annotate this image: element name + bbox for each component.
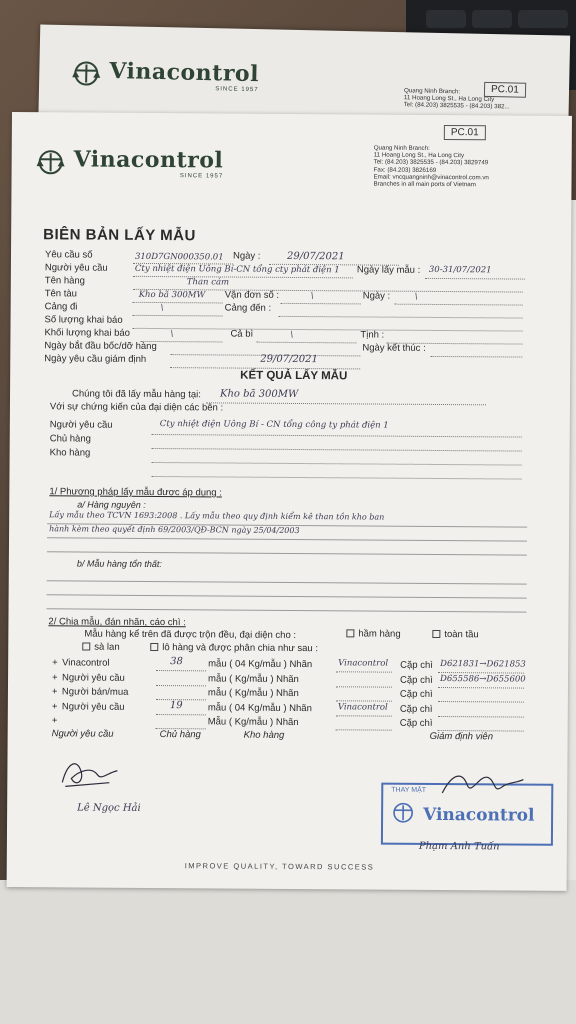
bill-label: Vận đơn số : (224, 289, 280, 301)
mark-value: \ (290, 329, 294, 340)
opt-lot2: lô hàng và được phân chia như sau : (150, 642, 318, 654)
weight-value: \ (170, 329, 174, 340)
location-value: Kho bã 300MW (219, 388, 299, 401)
stamp-brand: Vinacontrol (423, 804, 535, 826)
req-date-label: Ngày yêu cầu giám định (44, 353, 147, 365)
row-unit: mẫu ( 04 Kg/mẫu ) Nhãn (208, 658, 313, 671)
requester-signature (57, 752, 127, 792)
row-seal-label: Cặp chì (399, 717, 433, 729)
row-seal-line (438, 715, 524, 717)
sig-requester-label: Người yêu cầu (51, 728, 114, 740)
party-requester-value: Cty nhiệt điện Uông Bí - CN tổng công ty phát điện 1 (159, 419, 389, 431)
ship-label: Tên tàu (44, 288, 77, 300)
row-party: Vinacontrol (62, 657, 110, 669)
party-owner-label: Chủ hàng (49, 433, 91, 445)
scale-logo-icon (69, 60, 104, 87)
opt-lot: sà lan (82, 642, 119, 653)
row-plus: + (52, 671, 58, 683)
row-plus: + (51, 715, 58, 727)
section1-heading: 1/ Phương pháp lấy mẫu được áp dụng : (49, 486, 222, 499)
branch-info: Quang Ninh Branch: 11 Hoang Long St., Ha Long City Tel: (84.203) 3825535 - (84.203) 3829749 Fax: (84.203) 3826169 Email: vncquangninh@vinacontrol.com.vn Branches in all main ports of Vietnam (373, 144, 489, 189)
row-qty: 38 (170, 656, 183, 668)
opt-all: toàn tầu (432, 629, 478, 640)
row-label-line (336, 671, 392, 672)
stamp-top: THAY MẶT (391, 786, 427, 794)
goods-value: Than cám (186, 277, 230, 288)
party-warehouse-label: Kho hàng (49, 447, 91, 459)
row-label-line (336, 729, 392, 730)
row-seal-label: Cặp chì (399, 703, 433, 715)
row-plus: + (52, 657, 58, 669)
section1-sub-a: a/ Hàng nguyên : (77, 499, 146, 510)
row-qty-line (156, 714, 206, 715)
row-plus: + (51, 700, 58, 712)
bill-value: \ (310, 291, 314, 302)
row-seal-line (438, 701, 524, 703)
back-logo (69, 57, 259, 93)
back-brand: Vinacontrol (109, 58, 260, 88)
port-from-value: \ (160, 303, 164, 314)
footer-slogan: IMPROVE QUALITY, TOWARD SUCCESS (184, 861, 375, 872)
bill-date-label: Ngày : (362, 290, 391, 302)
sig-warehouse-label: Kho hàng (243, 729, 285, 741)
doc-title: BIÊN BẢN LẤY MẪU (43, 226, 196, 245)
result-intro: Chúng tôi đã lấy mẫu hàng tại: (71, 388, 201, 401)
goods-label: Tên hàng (44, 275, 86, 287)
requester-value: Cty nhiệt điện Uông Bí-CN tổng cty phát điện 1 (134, 263, 340, 276)
method-line-2: hành kèm theo quyết định 69/2003/QĐ-BCN ngày 25/04/2003 (49, 524, 300, 536)
ship-value: Kho bã 300MW (138, 289, 206, 301)
row-qty-line (156, 685, 206, 686)
method-line-1: Lấy mẫu theo TCVN 1693:2008 . Lấy mẫu theo quy định kiểm kê than tồn kho ban (49, 510, 385, 522)
row-seal-label: Cặp chì (400, 659, 433, 671)
section2-line1: Mẫu hàng kể trên đã được trộn đều, đại diện cho : (84, 628, 297, 641)
section1-sub-b: b/ Mẫu hàng tổn thất: (76, 558, 162, 570)
result-heading: KẾT QUẢ LẤY MẪU (240, 369, 348, 383)
net-label: Tịnh : (360, 329, 385, 341)
mark-label: Cả bì (230, 328, 254, 340)
header-logo (34, 146, 224, 179)
checkbox-barge[interactable] (82, 643, 90, 651)
brand-name: Vinacontrol (73, 146, 224, 174)
bottom-paper (0, 880, 576, 1024)
row-party: Người yêu cầu (62, 671, 125, 684)
sample-date-value: 30-31/07/2021 (428, 264, 492, 276)
end-label: Ngày kết thúc : (362, 342, 426, 354)
port-to-label: Cảng đến : (224, 302, 272, 314)
bill-date-value: \ (414, 291, 418, 302)
row-unit: mẫu ( Kg/mẫu ) Nhãn (208, 672, 299, 685)
port-from-label: Cảng đi (44, 301, 78, 313)
checkbox-all[interactable] (432, 630, 440, 638)
brand-since: SINCE 1957 (179, 173, 224, 180)
row-label-line (336, 715, 392, 716)
party-requester-label: Người yêu cầu (49, 419, 113, 431)
sig-owner-label: Chủ hàng (159, 729, 201, 741)
row-seal-line (438, 686, 524, 688)
request-no-value: 310D7GN000350.01 (134, 251, 224, 263)
row-seal-label: Cặp chì (400, 674, 433, 686)
row-seal-label: Cặp chì (399, 688, 433, 700)
document-sheet (7, 112, 572, 891)
requester-name: Lê Ngọc Hải (77, 802, 141, 814)
row-plus: + (51, 686, 58, 698)
row-party: Người yêu cầu (61, 700, 125, 713)
row-label-value: Vinacontrol (338, 658, 389, 669)
request-no-label: Yêu cầu số (44, 249, 93, 261)
row-label-line (336, 686, 392, 687)
back-since: SINCE 1957 (215, 86, 259, 94)
start-label: Ngày bắt đầu bốc/dỡ hàng (44, 340, 157, 353)
section2-heading: 2/ Chia mẫu, đán nhãn, cáo chì : (48, 616, 186, 629)
sample-date-label: Ngày lấy mẫu : (356, 264, 421, 276)
row-qty-line (156, 670, 206, 671)
inspector-signature (437, 763, 527, 804)
req-date-value: 29/07/2021 (260, 353, 318, 366)
row-party: Người bán/mua (61, 686, 129, 698)
scale-logo-icon (34, 149, 68, 175)
date-label: Ngày : (232, 250, 261, 262)
row-seal: D655586→D655600 (440, 673, 526, 685)
row-unit: mẫu ( 04 Kg/mẫu ) Nhãn (207, 701, 312, 714)
row-label-value: Vinacontrol (337, 701, 388, 713)
sig-inspector-label: Giám định viên (429, 730, 494, 743)
form-code: PC.01 (444, 125, 486, 140)
row-unit: mẫu ( Kg/mẫu ) Nhãn (207, 687, 299, 700)
date-value: 29/07/2021 (286, 250, 345, 263)
opt-hold: hầm hàng (346, 628, 400, 639)
row-seal: D621831→D621853 (440, 659, 526, 670)
requester-label: Người yêu cầu (44, 262, 108, 274)
row-qty: 19 (169, 699, 183, 711)
weight-label: Khối lượng khai báo (44, 327, 130, 339)
quantity-label: Số lượng khai báo (44, 314, 123, 326)
row-unit: Mẫu ( Kg/mẫu ) Nhãn (207, 716, 299, 729)
inspector-name: Phạm Anh Tuấn (418, 840, 500, 853)
back-branch: Quang Ninh Branch: 11 Hoang Long St., Ha Long City Tel: (84.203) 3825535 - (84.203) 382... (403, 87, 510, 111)
stamp-logo-icon (389, 801, 417, 825)
witness-text: Với sự chứng kiến của đại diện các bên : (49, 401, 224, 414)
checkbox-lot[interactable] (150, 643, 158, 651)
back-form-code: PC.01 (484, 82, 526, 98)
checkbox-hold[interactable] (346, 630, 354, 638)
